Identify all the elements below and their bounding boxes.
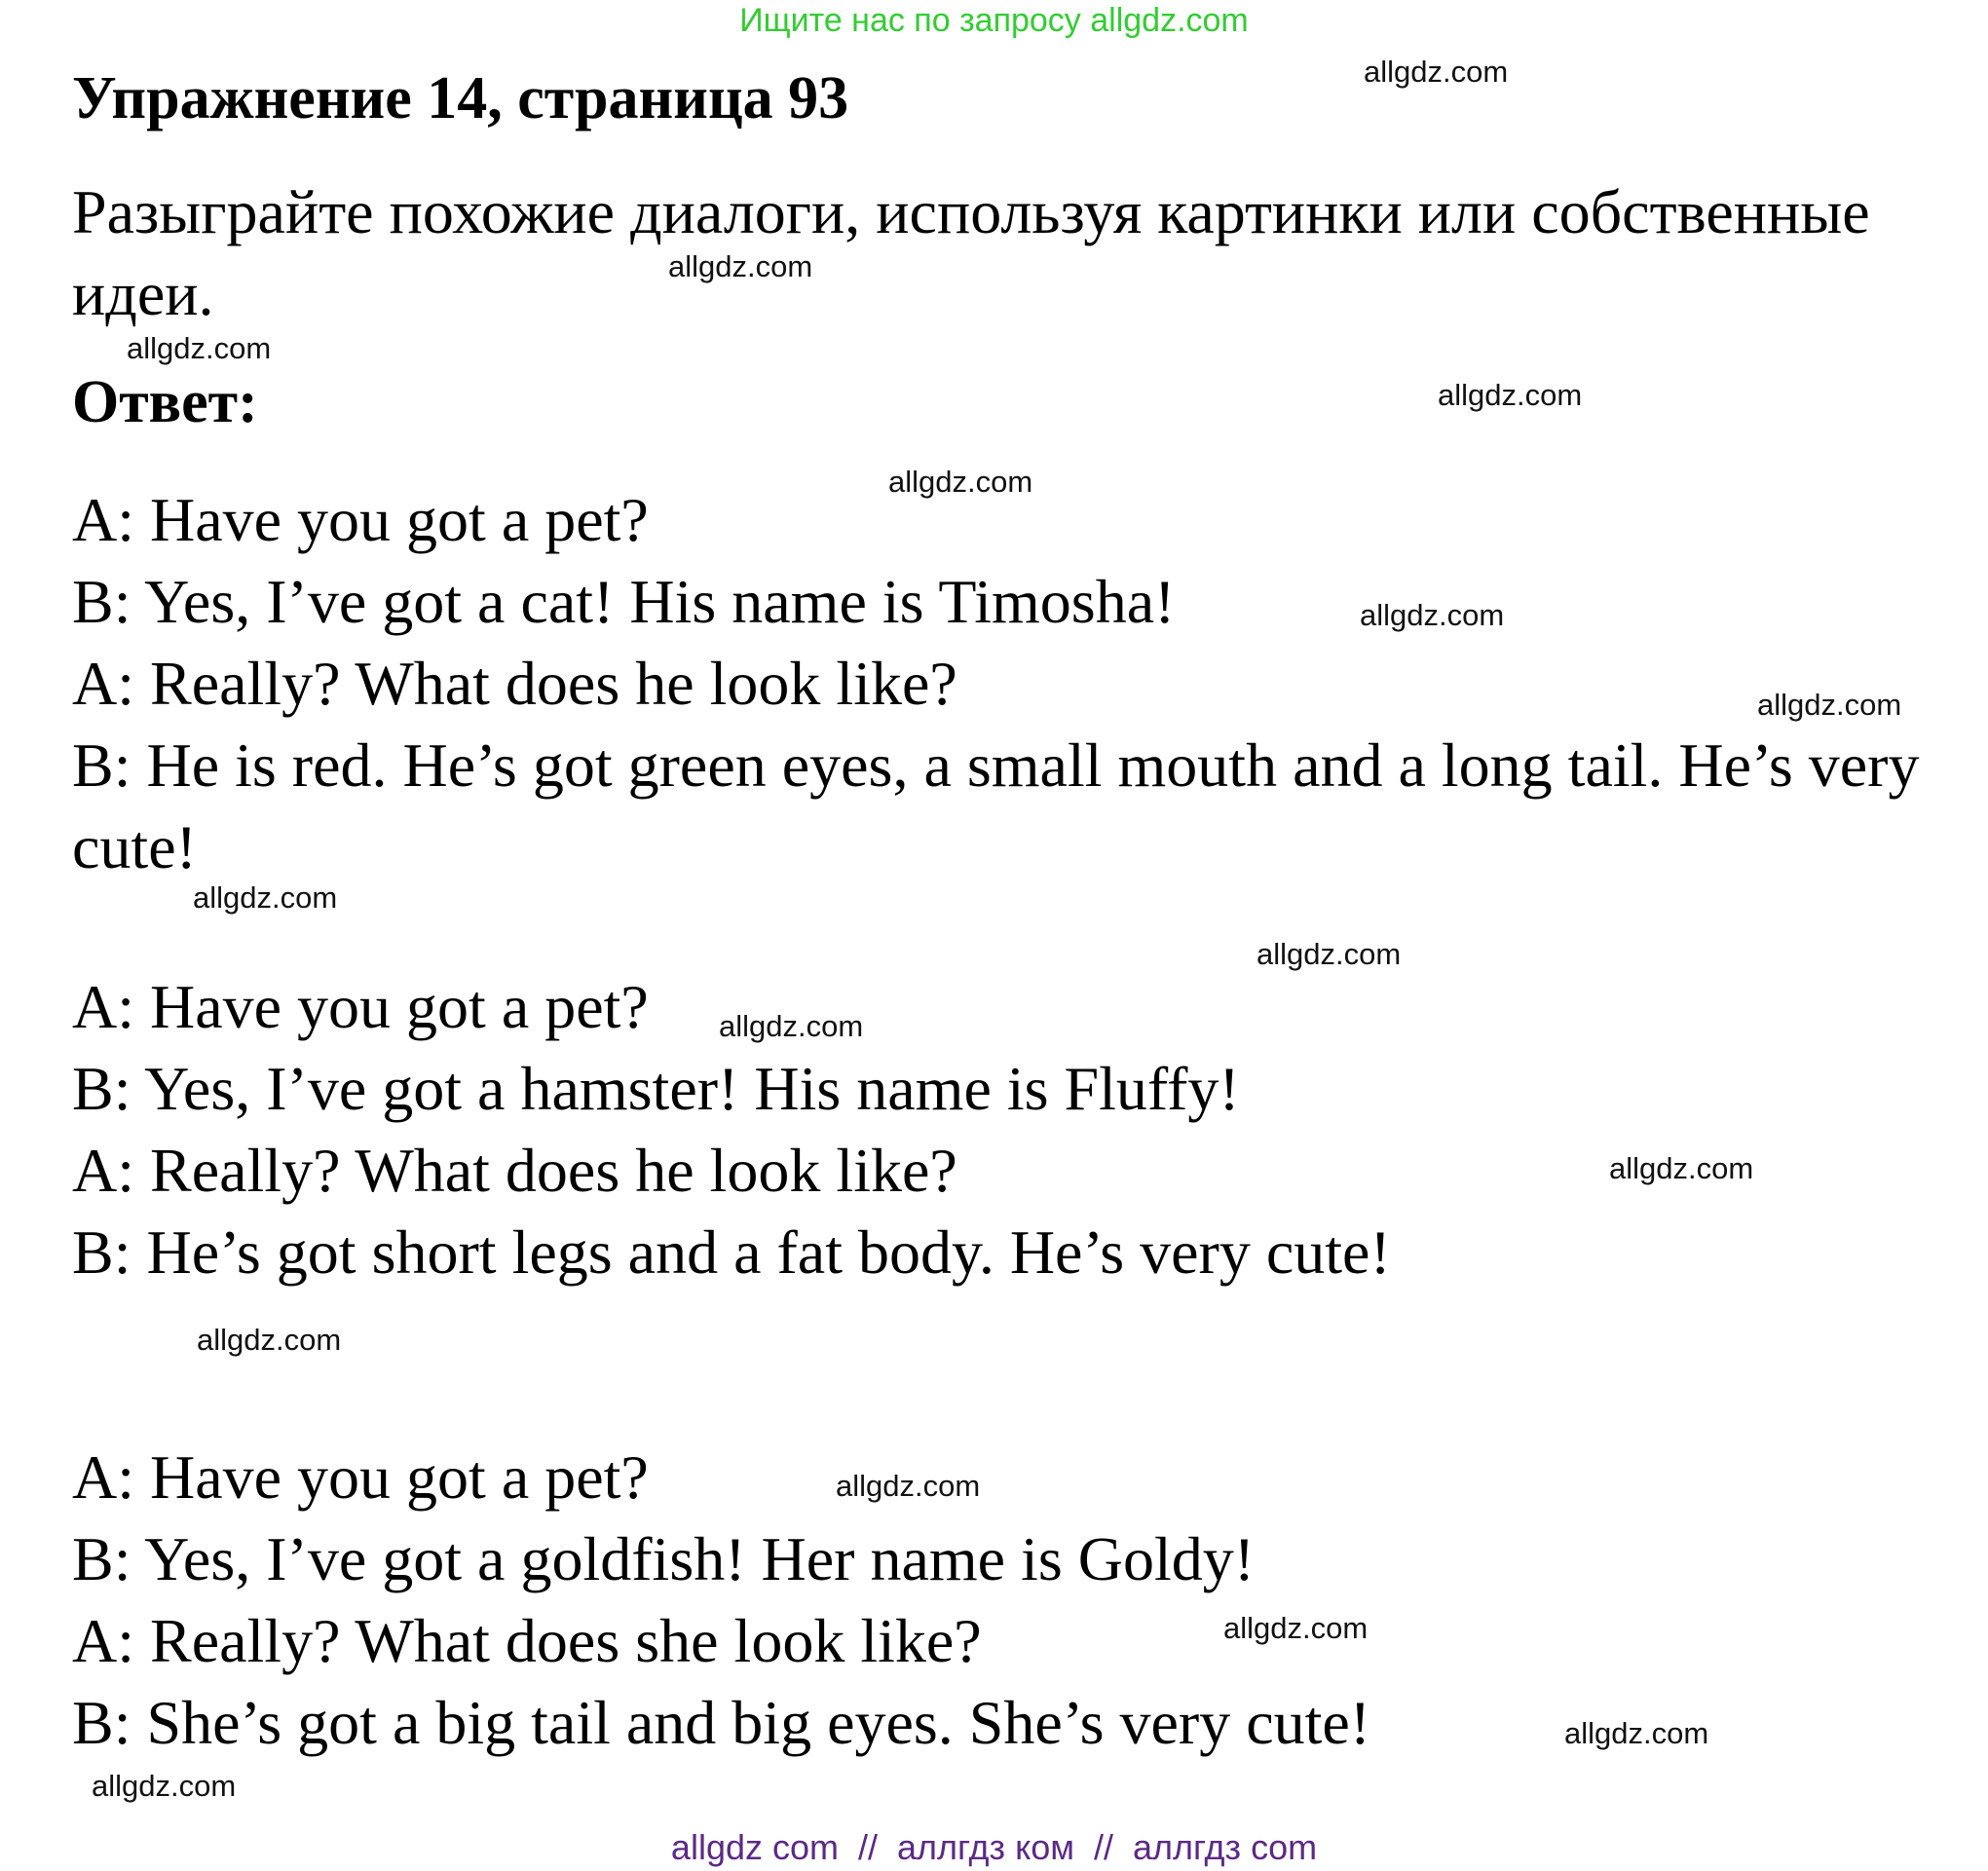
dialog-1-line-1: A: Have you got a pet? [72, 485, 649, 554]
watermark: allgdz.com [1364, 55, 1509, 89]
watermark: allgdz.com [127, 331, 272, 365]
dialog-2-line-2: B: Yes, I’ve got a hamster! His name is Fluffy! [72, 1054, 1240, 1123]
watermark: allgdz.com [1438, 378, 1583, 412]
dialog-3-line-4: B: She’s got a big tail and big eyes. She’s very cute! [72, 1688, 1371, 1757]
watermark: allgdz.com [1223, 1611, 1369, 1645]
watermark: allgdz.com [92, 1769, 237, 1803]
watermark: allgdz.com [668, 249, 813, 283]
dialog-3-line-3: A: Really? What does she look like? [72, 1606, 982, 1675]
dialog-3-line-1: A: Have you got a pet? [72, 1442, 649, 1512]
dialog-1-line-3: A: Really? What does he look like? [72, 649, 957, 718]
watermark: allgdz.com [1564, 1716, 1709, 1750]
watermark: allgdz.com [1757, 688, 1902, 722]
search-banner[interactable]: Ищите нас по запросу allgdz.com [739, 2, 1249, 39]
watermark: allgdz.com [1257, 937, 1402, 971]
watermark: allgdz.com [1609, 1151, 1754, 1185]
dialog-1-line-2: B: Yes, I’ve got a cat! His name is Timosha! [72, 567, 1176, 636]
dialog-1-line-4: B: He is red. He’s got green eyes, a small mouth and a long tail. He’s very cute! [72, 730, 1920, 881]
dialog-2-line-1: A: Have you got a pet? [72, 972, 649, 1041]
watermark: allgdz.com [193, 880, 338, 915]
footer-links[interactable]: allgdz com // аллгдз ком // аллгдз com [670, 1827, 1318, 1867]
task-instruction: Разыграйте похожие диалоги, используя картинки или собственные идеи. [72, 177, 1870, 328]
exercise-title: Упражнение 14, страница 93 [72, 65, 849, 131]
watermark: allgdz.com [836, 1469, 981, 1503]
watermark: allgdz.com [1360, 598, 1505, 632]
dialog-2-line-4: B: He’s got short legs and a fat body. He’s very cute! [72, 1217, 1391, 1287]
answer-heading: Ответ: [72, 369, 258, 435]
watermark: allgdz.com [719, 1009, 864, 1043]
dialog-3-line-2: B: Yes, I’ve got a goldfish! Her name is Goldy! [72, 1524, 1256, 1593]
watermark: allgdz.com [888, 465, 1033, 499]
dialog-2-line-3: A: Really? What does he look like? [72, 1136, 957, 1205]
watermark: allgdz.com [197, 1323, 342, 1357]
